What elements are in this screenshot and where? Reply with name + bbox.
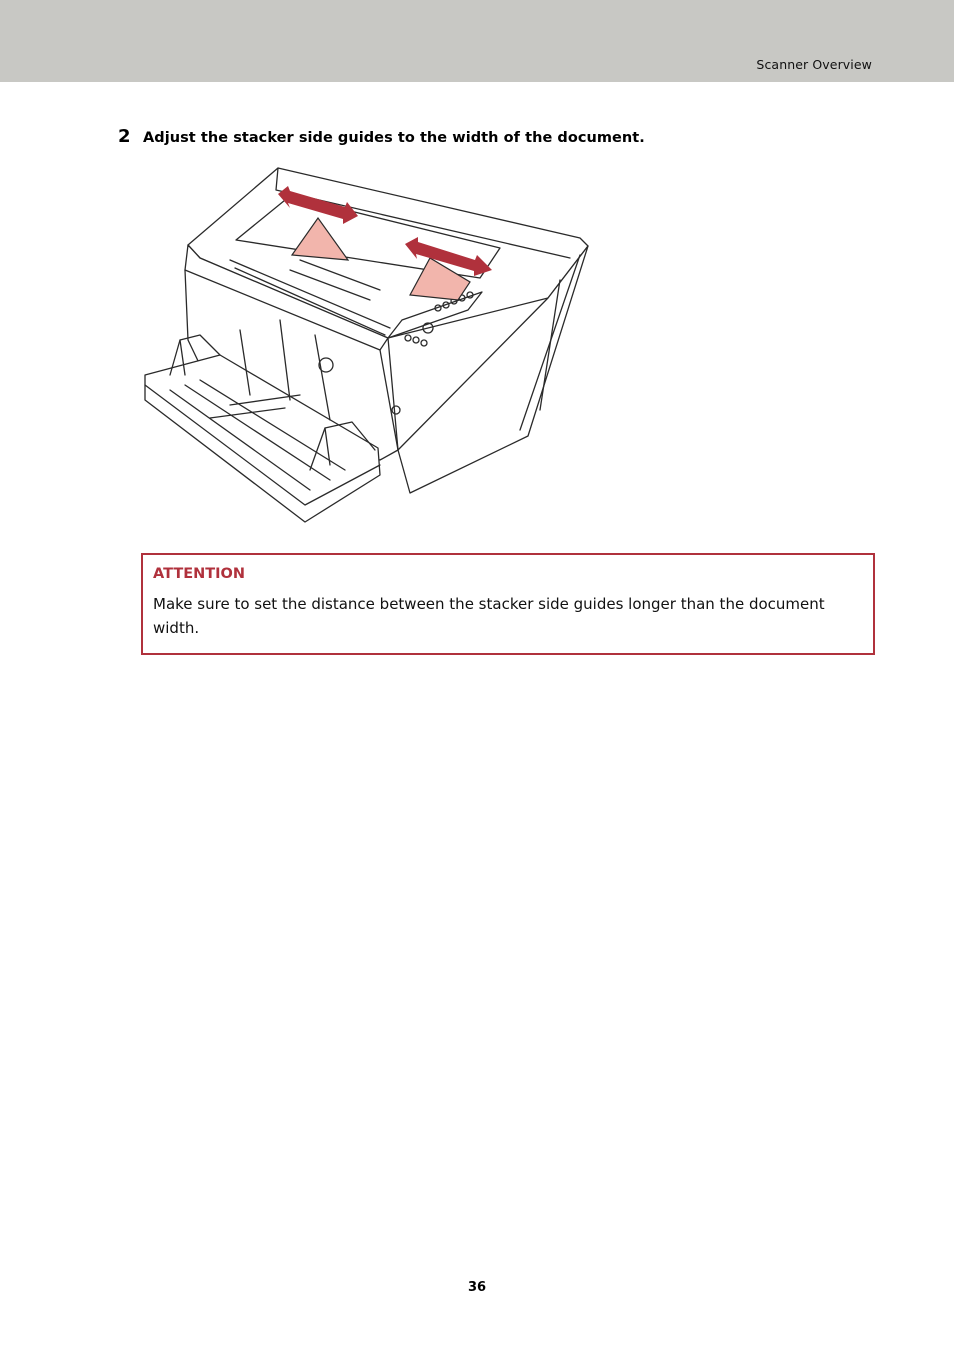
page-number: 36: [467, 1280, 487, 1295]
page-header: [0, 0, 954, 82]
step-number: 2: [118, 126, 131, 147]
attention-body: Make sure to set the distance between the stacker side guides longer than the document width.: [153, 595, 825, 637]
step-instruction: [118, 126, 878, 147]
step-text: Adjust the stacker side guides to the width of the document.: [143, 130, 645, 146]
header-section-title: Scanner Overview: [756, 57, 872, 72]
attention-box: [141, 553, 875, 655]
scanner-illustration: [140, 160, 600, 528]
attention-title: ATTENTION: [153, 566, 245, 582]
